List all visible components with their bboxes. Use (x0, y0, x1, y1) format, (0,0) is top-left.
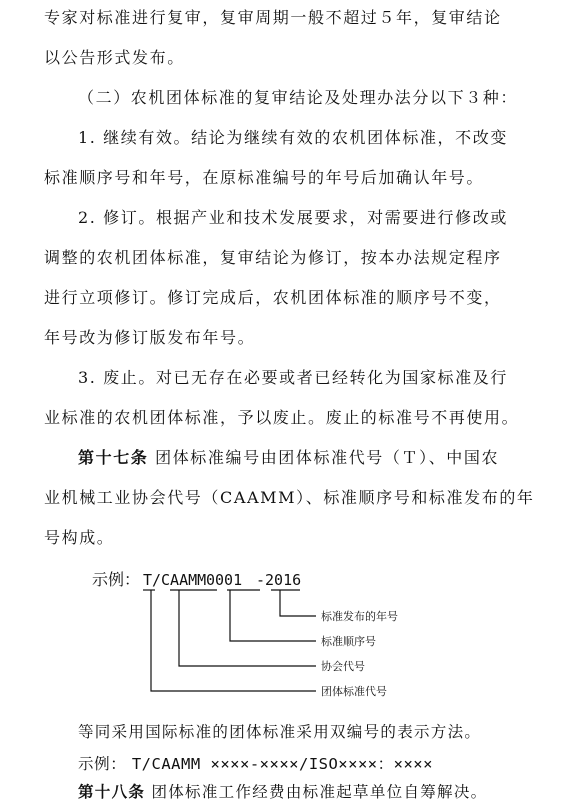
adoption-example-prefix: 示例： (78, 755, 127, 773)
leader-association (179, 590, 316, 666)
label-release-year: 标准发布的年号 (321, 610, 398, 623)
item-continue-line-2: 标准顺序号和年号，在原标准编号的年号后加确认年号。 (44, 168, 485, 187)
item-abolish-line-2: 业标准的农机团体标准，予以废止。废止的标准号不再使用。 (44, 408, 520, 427)
paragraph-review-line-1: 专家对标准进行复审，复审周期一般不超过５年，复审结论 (44, 8, 502, 27)
item-revise-line-3: 进行立项修订。修订完成后，农机团体标准的顺序号不变， (44, 288, 502, 307)
article-18-line (78, 782, 487, 802)
article-18-title: 第十八条 (78, 782, 146, 801)
article-18-text: 团体标准工作经费由标准起草单位自筹解决。 (151, 783, 488, 801)
leader-year (280, 590, 316, 616)
example-code-t: T (143, 571, 153, 589)
example-code-year: -2016 (256, 571, 302, 589)
paragraph-review-line-2: 以公告形式发布。 (44, 48, 185, 67)
example-leader-lines (151, 590, 316, 691)
example-code-sequence: 0001 (206, 571, 243, 589)
article-17-title: 第十七条 (78, 448, 149, 467)
article-17-text-1: 团体标准编号由团体标准代号（Ｔ）、中国农 (155, 448, 500, 467)
adoption-example-code: T/CAAMM ××××-××××/ISO××××：×××× (131, 755, 433, 773)
example-code-caamm: /CAAMM (152, 571, 207, 589)
item-revise-line-2: 调整的农机团体标准，复审结论为修订，按本办法规定程序 (44, 248, 502, 267)
article-17-line-2: 业机械工业协会代号（CAAMM）、标准顺序号和标准发布的年 (44, 488, 535, 507)
label-group-standard-code: 团体标准代号 (321, 685, 387, 698)
adoption-line: 等同采用国际标准的团体标准采用双编号的表示方法。 (78, 723, 482, 741)
item-revise-line-1: 2. 修订。根据产业和技术发展要求，对需要进行修改或 (78, 208, 508, 227)
label-association-code: 协会代号 (321, 660, 365, 673)
example-prefix: 示例： (92, 570, 141, 589)
item-continue-line-1: 1. 继续有效。结论为继续有效的农机团体标准，不改变 (78, 128, 508, 147)
item-revise-line-4: 年号改为修订版发布年号。 (44, 328, 256, 347)
adoption-example-line (78, 754, 433, 774)
label-sequence-number: 标准顺序号 (321, 635, 376, 648)
item-abolish-line-1: 3. 废止。对已无存在必要或者已经转化为国家标准及行 (78, 368, 508, 387)
article-17-line-3: 号构成。 (44, 528, 115, 547)
paragraph-conclusions-line-1: （二）农机团体标准的复审结论及处理办法分以下３种： (78, 88, 519, 107)
